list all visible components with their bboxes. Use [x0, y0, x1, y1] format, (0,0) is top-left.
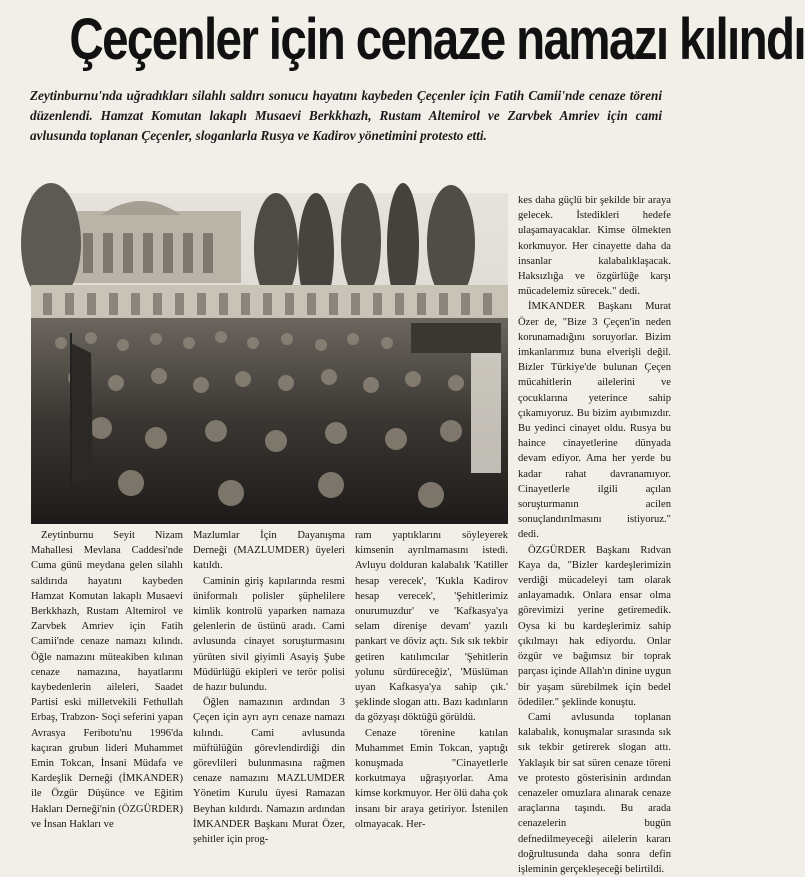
headline: Çeçenler için cenaze namazı kılındı — [69, 7, 805, 72]
paragraph: kes daha güçlü bir şekilde bir araya gelecek. İstedikleri hedefe ulaşamayacaklar. Kimse ölmekten korkmuyor. Her cinayette daha da insanlar kalabalıklaşacak. Haksızlığa ve özgürlüğe karşı mücadelemiz sürecek." dedi. — [518, 195, 671, 298]
paragraph: ÖZGÜRDER Başkanı Rıdvan Kaya da, "Bizler kardeşlerimizin verdiği mücadeleyi tam olarak anlayamadık. Onlara ensar olma görevimizi yerine getiremedik. Oysa ki bu kardeşlerimiz sahip çıkılmayı hak ediyordu. Onlar özgür ve bağımsız bir toprak parçası içinde Allah'ın dinine uygun bir yaşam sürebilmek için bedel ödediler." şeklinde konuştu. — [518, 544, 671, 708]
paragraph: Cami avlusunda toplanan kalabalık, konuşmalar sırasında sık sık tekbir getirerek slogan attı. Yaklaşık bir sat süren cenaze töreni ve protesto gösterisinin ardından cenazeler omuzlara alınarak cenaze araçlarına taşındı. Bu arada cenazelerin bugün defnedilmeyeceği ailelerin kararı doğrultusunda daha sonra defin işleminin gerçekleşeceği belirtildi. — [518, 711, 671, 875]
paragraph: İMKANDER Başkanı Murat Özer de, "Bize 3 Çeçen'in neden korunamadığını soruyorlar. Bizim imkanlarımız buna elverişli değil. Bizler Türkiye'de bulunan Çeçen mücahitlerin ailelerini ve çocuklarına yeterince sahip çıkamıyoruz. Bu bizim ayıbımızdır. Bu yedinci cinayet oldu. Rusya bu haince cinayetlerine dünyada devam ediyor. Ama her yerde bu kadar rahat davranamıyor. Cinayetlerle ilgili açılan soruşturmanın acilen sonuçlandırılmasını istiyoruz." dedi. — [518, 301, 671, 541]
paragraph: Caminin giriş kapılarında resmi üniformalı polisler şüphelilere kimlik kontrolü yaparken namaza gelenlerin de üstünü aradı. Cami avlusunda cinayet soruşturmasını yürüten sivil giyimli Asayiş Şube Müdürlüğü ekipleri ve terör polisi de hazır bulundu. — [193, 575, 345, 694]
paragraph: Cenaze törenine katılan Muhammet Emin Tokcan, yaptığı konuşmada "Cinayetlerle korkutmaya uğraşıyorlar. Ama kimse korkmuyor. Her ölü daha çok insanı bir araya getiriyor. İstenilen olmayacak. Her- — [355, 727, 508, 830]
paragraph: ram yaptıklarını söyleyerek kimsenin ayrılmamasını istedi. Avluyu dolduran kalabalık 'Katiller hesap verecek', 'Kukla Kadirov hesap verecek', 'Şehitlerimiz onurumuzdur' ve 'Kafkasya'ya selam direnişe devam' yazılı pankart ve döviz açtı. Sık sık tekbir getiren katılımcılar 'Şehitlerin yolunu sürdüreceğiz', 'Müslüman uyan Kafkasya'ya sahip çık.' şeklinde slogan attı. Bazı kadınların da gözyaşı döktüğü görüldü. — [355, 530, 508, 724]
article-column-1 — [31, 528, 183, 832]
paragraph: Öğlen namazının ardından 3 Çeçen için ayrı ayrı cenaze namazı kılındı. Cami avlusunda müftülüğün görevlendirdiği din görevlileri bulunmasına rağmen cenaze namazını MAZLUMDER Yönetim Kurulu üyesi Ramazan Beyhan kıldırdı. Namazın ardından İMKANDER Başkanı Murat Özer, şehitler için prog- — [193, 697, 345, 846]
funeral-crowd-photo — [31, 193, 508, 524]
article-column-3 — [355, 528, 508, 832]
lead-paragraph: Zeytinburnu'nda uğradıkları silahlı saldırı sonucu hayatını kaybeden Çeçenler için Fatih Camii'nde cenaze töreni düzenlendi. Hamzat Komutan lakaplı Musaevi Berkkhazh, Rustam Altemirol ve Zarvbek Amriev için cami avlusunda toplanan Çeçenler, sloganlarla Rusya ve Kadirov yönetimini protesto etti. — [30, 88, 662, 143]
paragraph: Zeytinburnu Seyit Nizam Mahallesi Mevlana Caddesi'nde Cuma günü meydana gelen silahlı saldırıda hayatını kaybeden Hamzat Komutan lakaplı Musaevi Berkkhazh, Rustam Altemirol ve Zarvbek Amriev için Fatih Camii'nde cenaze namazı kılındı. Öğle namazını müteakiben kılınan cenaze namazına, hayatlarını kaybedenlerin aileleri, Saadet Partisi eski milletvekili Fethullah Erbaş, Trabzon- Soçi seferini yapan Avrasya Feribotu'nu 1996'da kaçıran grubun lideri Muhammet Emin Tokcan, İnsani Müdafa ve Kardeşlik Derneği (İMKANDER) ile Özgür Düşünce ve Eğitim Hakları Derneği'nin (ÖZGÜRDER) ve İnsan Hakları ve — [31, 530, 183, 830]
article-column-4 — [518, 193, 671, 877]
article-column-2 — [193, 528, 345, 847]
paragraph: Mazlumlar İçin Dayanışma Derneği (MAZLUMDER) üyeleri katıldı. — [193, 530, 345, 572]
